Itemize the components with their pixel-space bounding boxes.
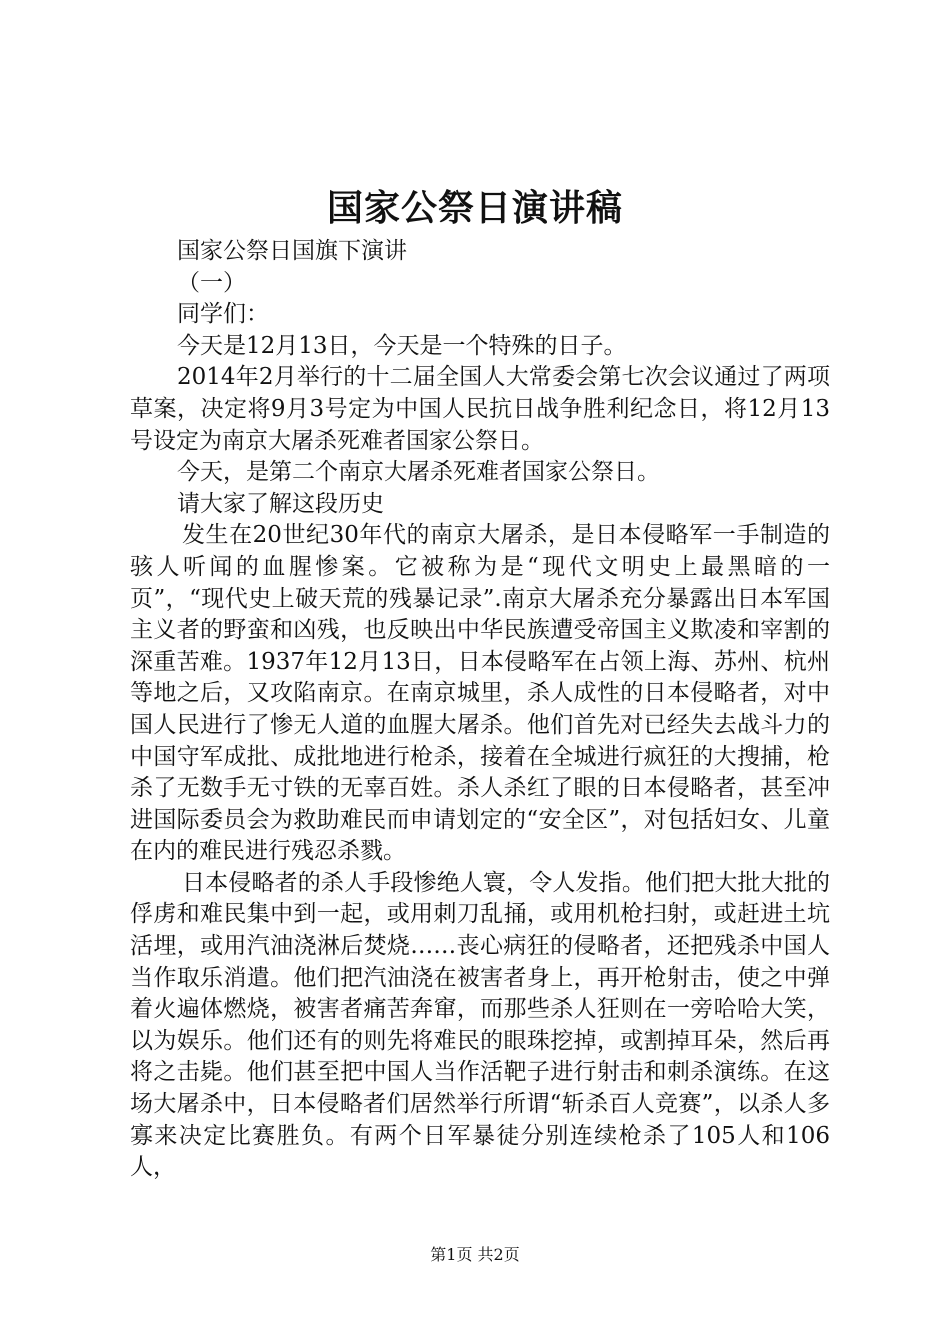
paragraph-second-memorial: 今天，是第二个南京大屠杀死难者国家公祭日。: [177, 459, 660, 486]
paragraph-atrocities: 日本侵略者的杀人手段惨绝人寰，令人发指。他们把大批大批的俘虏和难民集中到一起，或用刺刀乱捅，或用机枪扫射，或赶进土坑活埋，或用汽油浇淋后焚烧……丧心病狂的侵略者，还把残杀中国人当作取乐消遣。他们把汽油浇在被害者身上，再开枪射击，使之中弹着火遍体燃烧，被害者痛苦奔窜，而那些杀人狂则在一旁哈哈大笑，以为娱乐。他们还有的则先将难民的眼珠挖掉，或割掉耳朵，然后再将之击毙。他们甚至把中国人当作活靶子进行射击和刺杀演练。在这场大屠杀中，日本侵略者们居然举行所谓“斩杀百人竞赛”，以杀人多寡来决定比赛胜负。有两个日军暴徒分别连续枪杀了105人和106人，: [130, 869, 830, 1181]
paragraph-speech-heading: 国家公祭日国旗下演讲: [177, 238, 407, 264]
document-title: 国家公祭日演讲稿: [326, 187, 623, 229]
paragraph-date-intro: 今天是12月13日，今天是一个特殊的日子。: [177, 332, 627, 359]
paragraph-salutation: 同学们：: [177, 301, 269, 328]
paragraph-history-intro: 请大家了解这段历史: [177, 490, 384, 517]
paragraph-section-number: （一）: [177, 269, 246, 296]
paragraph-massacre-history: 发生在20世纪30年代的南京大屠杀，是日本侵略军一手制造的骇人听闻的血腥惨案。它被称为是“现代文明史上最黑暗的一页”，“现代史上破天荒的残暴记录”.南京大屠杀充分暴露出日本军国主义者的野蛮和凶残，也反映出中华民族遭受帝国主义欺凌和宰割的深重苦难。1937年12月13日，日本侵略军在占领上海、苏州、杭州等地之后，又攻陷南京。在南京城里，杀人成性的日本侵略者，对中国人民进行了惨无人道的血腥大屠杀。他们首先对已经失去战斗力的中国守军成批、成批地进行枪杀，接着在全城进行疯狂的大搜捕，枪杀了无数手无寸铁的无辜百姓。杀人杀红了眼的日本侵略者，甚至冲进国际委员会为救助难民而申请划定的“安全区”，对包括妇女、儿童在内的难民进行残忍杀戮。: [130, 522, 830, 865]
document-body: [130, 236, 830, 1184]
page-number-footer: 第1页 共2页: [430, 1245, 520, 1264]
paragraph-legislation: 2014年2月举行的十二届全国人大常委会第七次会议通过了两项草案，决定将9月3号定为中国人民抗日战争胜利纪念日，将12月13号设定为南京大屠杀死难者国家公祭日。: [130, 364, 830, 454]
